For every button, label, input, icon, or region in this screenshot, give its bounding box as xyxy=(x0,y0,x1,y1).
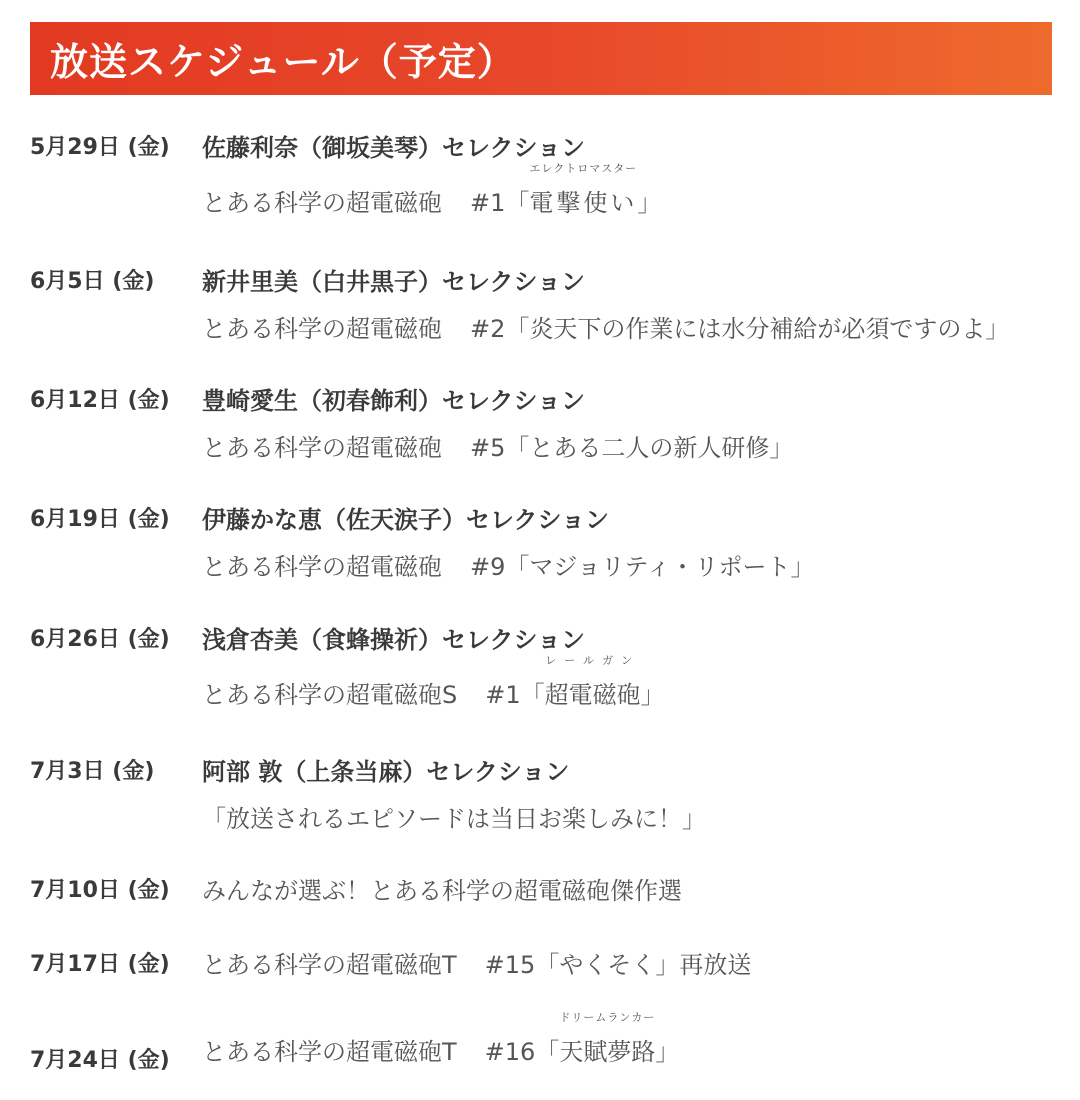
entry-content xyxy=(202,752,1062,834)
broadcast-date: 6月19日 (金) xyxy=(30,507,170,532)
series-name: とある科学の超電磁砲T xyxy=(202,951,457,979)
selection-title: 新井里美（白井黒子）セレクション xyxy=(202,268,586,296)
episode-note: 「放送されるエピソードは当日お楽しみに！」 xyxy=(202,805,706,833)
broadcast-date: 5月29日 (金) xyxy=(30,135,170,160)
selection-title: 伊藤かな恵（佐天涙子）セレクション xyxy=(202,506,610,534)
series-name: とある科学の超電磁砲T xyxy=(202,1038,457,1066)
selection-title: 佐藤利奈（御坂美琴）セレクション xyxy=(202,134,586,162)
entry-content xyxy=(202,620,1062,710)
schedule-header xyxy=(30,22,1052,95)
episode-bracket-open: 「 xyxy=(535,1038,560,1066)
entry-content xyxy=(202,1011,1062,1067)
entry-content xyxy=(202,128,1062,218)
episode-number: #1 xyxy=(485,681,521,709)
series-name: とある科学の超電磁砲 xyxy=(202,315,442,343)
entry-content xyxy=(202,381,1062,463)
broadcast-date: 6月12日 (金) xyxy=(30,388,170,413)
episode-number: #16 xyxy=(484,1038,536,1066)
episode-title: 天賦夢路 xyxy=(559,1038,656,1066)
broadcast-date: 7月24日 (金) xyxy=(30,1048,170,1073)
episode-title: 「炎天下の作業には水分補給が必須ですのよ」 xyxy=(505,315,1010,343)
episode-title-with-ruby xyxy=(529,162,638,218)
episode-ruby: エレクトロマスター xyxy=(529,162,638,175)
episode-ruby: ドリームランカー xyxy=(559,1011,656,1024)
episode-title: 「とある二人の新人研修」 xyxy=(505,434,794,462)
broadcast-date: 7月3日 (金) xyxy=(30,759,155,784)
entry-content xyxy=(202,945,1062,980)
episode-number: #5 xyxy=(470,434,506,462)
series-name: とある科学の超電磁砲S xyxy=(202,681,458,709)
episode-ruby: レールガン xyxy=(545,654,641,667)
broadcast-date: 7月17日 (金) xyxy=(30,952,170,977)
episode-line xyxy=(202,428,1062,463)
selection-title: 浅倉杏美（食蜂操祈）セレクション xyxy=(202,626,586,654)
episode-bracket-close: 」 xyxy=(637,189,662,217)
episode-bracket-open: 「 xyxy=(505,189,530,217)
episode-line xyxy=(202,309,1062,344)
special-program: みんなが選ぶ！とある科学の超電磁砲傑作選 xyxy=(202,877,682,905)
episode-number: #2 xyxy=(470,315,506,343)
episode-number: #9 xyxy=(470,553,506,581)
series-name: とある科学の超電磁砲 xyxy=(202,189,442,217)
selection-title: 豊崎愛生（初春飾利）セレクション xyxy=(202,387,586,415)
series-name: とある科学の超電磁砲 xyxy=(202,553,442,581)
episode-line xyxy=(202,547,1062,582)
episode-line xyxy=(202,162,1062,218)
broadcast-date: 6月5日 (金) xyxy=(30,269,155,294)
episode-line xyxy=(202,654,1062,710)
episode-bracket-open: 「 xyxy=(520,681,545,709)
episode-number: #15 xyxy=(484,951,536,979)
selection-title: 阿部 敦（上条当麻）セレクション xyxy=(202,758,570,786)
episode-line xyxy=(202,1011,1062,1067)
episode-bracket-close: 」 xyxy=(655,1038,680,1066)
entry-content xyxy=(202,871,1062,906)
episode-number: #1 xyxy=(470,189,506,217)
series-name: とある科学の超電磁砲 xyxy=(202,434,442,462)
episode-title-with-ruby xyxy=(544,654,641,710)
episode-title: 「マジョリティ・リポート」 xyxy=(505,553,815,581)
page-title: 放送スケジュール（予定） xyxy=(50,40,516,84)
broadcast-date: 6月26日 (金) xyxy=(30,627,170,652)
episode-bracket-close: 」 xyxy=(640,681,665,709)
broadcast-date: 7月10日 (金) xyxy=(30,878,170,903)
episode-line xyxy=(202,945,1062,980)
episode-title: 超電磁砲 xyxy=(544,681,641,709)
entry-content xyxy=(202,262,1062,344)
episode-title-with-ruby xyxy=(559,1011,656,1067)
episode-title: 「やくそく」再放送 xyxy=(535,951,752,979)
entry-content xyxy=(202,500,1062,582)
episode-title: 電撃使い xyxy=(529,189,638,217)
